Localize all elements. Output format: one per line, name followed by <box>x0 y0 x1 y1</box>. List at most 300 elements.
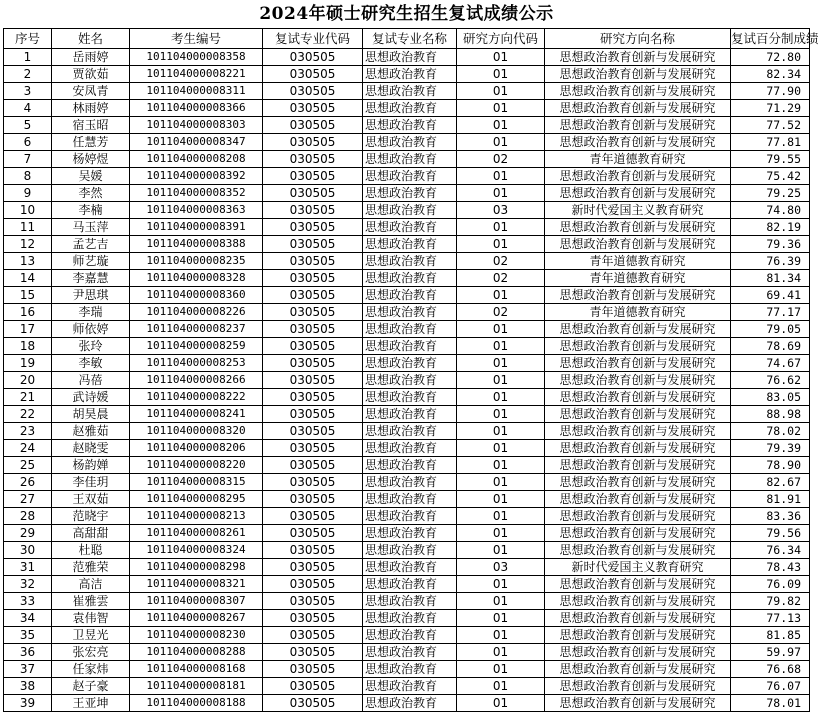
cell-direction-code: 01 <box>457 389 545 406</box>
cell-candidate-id: 101104000008230 <box>130 627 263 644</box>
cell-major-code: 030505 <box>263 253 363 270</box>
cell-direction-name: 思想政治教育创新与发展研究 <box>545 185 731 202</box>
cell-candidate-id: 101104000008222 <box>130 389 263 406</box>
cell-candidate-id: 101104000008221 <box>130 66 263 83</box>
table-row <box>4 151 810 168</box>
cell-direction-name: 思想政治教育创新与发展研究 <box>545 678 731 695</box>
cell-major-code: 030505 <box>263 134 363 151</box>
cell-name: 高洁 <box>52 576 130 593</box>
cell-direction-code: 01 <box>457 117 545 134</box>
cell-index: 23 <box>4 423 52 440</box>
cell-name: 张玲 <box>52 338 130 355</box>
cell-score: 82.67 <box>731 474 810 491</box>
cell-index: 9 <box>4 185 52 202</box>
cell-name: 李敏 <box>52 355 130 372</box>
table-row <box>4 372 810 389</box>
cell-index: 31 <box>4 559 52 576</box>
cell-candidate-id: 101104000008206 <box>130 440 263 457</box>
cell-name: 张宏亮 <box>52 644 130 661</box>
cell-index: 14 <box>4 270 52 287</box>
cell-major-code: 030505 <box>263 236 363 253</box>
cell-direction-code: 01 <box>457 185 545 202</box>
table-row <box>4 627 810 644</box>
cell-direction-code: 02 <box>457 270 545 287</box>
cell-major-name: 思想政治教育 <box>363 236 457 253</box>
cell-score: 69.41 <box>731 287 810 304</box>
cell-direction-code: 01 <box>457 134 545 151</box>
cell-index: 38 <box>4 678 52 695</box>
cell-score: 78.02 <box>731 423 810 440</box>
cell-direction-name: 思想政治教育创新与发展研究 <box>545 627 731 644</box>
cell-major-code: 030505 <box>263 678 363 695</box>
cell-major-code: 030505 <box>263 287 363 304</box>
cell-candidate-id: 101104000008360 <box>130 287 263 304</box>
cell-candidate-id: 101104000008307 <box>130 593 263 610</box>
cell-direction-name: 青年道德教育研究 <box>545 253 731 270</box>
cell-candidate-id: 101104000008181 <box>130 678 263 695</box>
cell-direction-code: 01 <box>457 168 545 185</box>
table-row <box>4 457 810 474</box>
cell-candidate-id: 101104000008220 <box>130 457 263 474</box>
page-title: 2024年硕士研究生招生复试成绩公示 <box>259 4 554 24</box>
cell-major-code: 030505 <box>263 440 363 457</box>
table-row <box>4 576 810 593</box>
cell-name: 李瑞 <box>52 304 130 321</box>
table-header-row <box>4 29 810 49</box>
cell-name: 李佳玥 <box>52 474 130 491</box>
cell-direction-name: 思想政治教育创新与发展研究 <box>545 661 731 678</box>
cell-major-name: 思想政治教育 <box>363 440 457 457</box>
cell-direction-code: 01 <box>457 593 545 610</box>
table-row <box>4 49 810 66</box>
table-row <box>4 389 810 406</box>
cell-candidate-id: 101104000008188 <box>130 695 263 712</box>
cell-direction-name: 思想政治教育创新与发展研究 <box>545 66 731 83</box>
cell-name: 贾欲茹 <box>52 66 130 83</box>
table-row <box>4 321 810 338</box>
cell-direction-code: 01 <box>457 83 545 100</box>
cell-direction-name: 思想政治教育创新与发展研究 <box>545 440 731 457</box>
cell-name: 尹思琪 <box>52 287 130 304</box>
cell-candidate-id: 101104000008237 <box>130 321 263 338</box>
cell-name: 杨韵婵 <box>52 457 130 474</box>
table-row <box>4 644 810 661</box>
cell-index: 15 <box>4 287 52 304</box>
cell-direction-code: 01 <box>457 49 545 66</box>
cell-score: 83.05 <box>731 389 810 406</box>
cell-index: 25 <box>4 457 52 474</box>
table-row <box>4 474 810 491</box>
cell-index: 10 <box>4 202 52 219</box>
cell-index: 13 <box>4 253 52 270</box>
cell-major-name: 思想政治教育 <box>363 372 457 389</box>
table-row <box>4 304 810 321</box>
cell-name: 高甜甜 <box>52 525 130 542</box>
cell-candidate-id: 101104000008226 <box>130 304 263 321</box>
cell-name: 任慧芳 <box>52 134 130 151</box>
cell-major-name: 思想政治教育 <box>363 491 457 508</box>
cell-name: 岳雨婷 <box>52 49 130 66</box>
cell-major-code: 030505 <box>263 610 363 627</box>
cell-name: 卫昱光 <box>52 627 130 644</box>
cell-candidate-id: 101104000008235 <box>130 253 263 270</box>
cell-direction-name: 思想政治教育创新与发展研究 <box>545 134 731 151</box>
table-row <box>4 423 810 440</box>
cell-name: 师艺璇 <box>52 253 130 270</box>
cell-direction-code: 02 <box>457 253 545 270</box>
cell-major-name: 思想政治教育 <box>363 219 457 236</box>
cell-score: 76.39 <box>731 253 810 270</box>
cell-index: 7 <box>4 151 52 168</box>
table-row <box>4 287 810 304</box>
cell-name: 宿玉昭 <box>52 117 130 134</box>
cell-index: 30 <box>4 542 52 559</box>
cell-candidate-id: 101104000008321 <box>130 576 263 593</box>
cell-name: 赵晓雯 <box>52 440 130 457</box>
cell-name: 王亚坤 <box>52 695 130 712</box>
cell-direction-name: 思想政治教育创新与发展研究 <box>545 695 731 712</box>
cell-direction-code: 02 <box>457 304 545 321</box>
table-row <box>4 236 810 253</box>
cell-candidate-id: 101104000008241 <box>130 406 263 423</box>
cell-score: 81.85 <box>731 627 810 644</box>
cell-direction-code: 01 <box>457 661 545 678</box>
cell-direction-name: 思想政治教育创新与发展研究 <box>545 321 731 338</box>
cell-direction-code: 03 <box>457 559 545 576</box>
table-row <box>4 406 810 423</box>
cell-score: 72.80 <box>731 49 810 66</box>
cell-major-name: 思想政治教育 <box>363 202 457 219</box>
cell-score: 74.80 <box>731 202 810 219</box>
cell-major-code: 030505 <box>263 593 363 610</box>
cell-direction-name: 思想政治教育创新与发展研究 <box>545 355 731 372</box>
cell-index: 18 <box>4 338 52 355</box>
table-row <box>4 185 810 202</box>
cell-name: 赵雅茹 <box>52 423 130 440</box>
cell-score: 77.13 <box>731 610 810 627</box>
cell-score: 79.56 <box>731 525 810 542</box>
cell-name: 武诗媛 <box>52 389 130 406</box>
cell-direction-code: 01 <box>457 406 545 423</box>
cell-major-code: 030505 <box>263 270 363 287</box>
table-row <box>4 525 810 542</box>
cell-major-code: 030505 <box>263 219 363 236</box>
cell-score: 82.34 <box>731 66 810 83</box>
cell-candidate-id: 101104000008363 <box>130 202 263 219</box>
cell-major-name: 思想政治教育 <box>363 457 457 474</box>
cell-index: 28 <box>4 508 52 525</box>
cell-candidate-id: 101104000008366 <box>130 100 263 117</box>
cell-major-code: 030505 <box>263 321 363 338</box>
cell-name: 王双茹 <box>52 491 130 508</box>
cell-major-code: 030505 <box>263 644 363 661</box>
cell-candidate-id: 101104000008168 <box>130 661 263 678</box>
cell-direction-name: 思想政治教育创新与发展研究 <box>545 593 731 610</box>
cell-score: 81.34 <box>731 270 810 287</box>
cell-candidate-id: 101104000008315 <box>130 474 263 491</box>
cell-score: 83.36 <box>731 508 810 525</box>
cell-direction-name: 新时代爱国主义教育研究 <box>545 202 731 219</box>
cell-direction-name: 思想政治教育创新与发展研究 <box>545 389 731 406</box>
header-index: 序号 <box>4 29 52 49</box>
cell-name: 袁伟智 <box>52 610 130 627</box>
cell-direction-code: 03 <box>457 202 545 219</box>
cell-major-code: 030505 <box>263 457 363 474</box>
cell-name: 杜聪 <box>52 542 130 559</box>
cell-candidate-id: 101104000008267 <box>130 610 263 627</box>
cell-direction-name: 思想政治教育创新与发展研究 <box>545 576 731 593</box>
cell-direction-name: 思想政治教育创新与发展研究 <box>545 49 731 66</box>
cell-direction-name: 思想政治教育创新与发展研究 <box>545 491 731 508</box>
cell-major-name: 思想政治教育 <box>363 270 457 287</box>
cell-major-name: 思想政治教育 <box>363 83 457 100</box>
table-row <box>4 83 810 100</box>
cell-index: 27 <box>4 491 52 508</box>
header-name: 姓名 <box>52 29 130 49</box>
cell-candidate-id: 101104000008295 <box>130 491 263 508</box>
table-row <box>4 559 810 576</box>
cell-index: 24 <box>4 440 52 457</box>
cell-major-code: 030505 <box>263 168 363 185</box>
cell-score: 78.69 <box>731 338 810 355</box>
cell-major-name: 思想政治教育 <box>363 66 457 83</box>
cell-index: 11 <box>4 219 52 236</box>
cell-score: 78.43 <box>731 559 810 576</box>
cell-index: 37 <box>4 661 52 678</box>
cell-score: 79.05 <box>731 321 810 338</box>
cell-score: 79.25 <box>731 185 810 202</box>
cell-index: 2 <box>4 66 52 83</box>
table-row <box>4 202 810 219</box>
cell-direction-code: 01 <box>457 372 545 389</box>
cell-index: 6 <box>4 134 52 151</box>
cell-score: 77.17 <box>731 304 810 321</box>
table-row <box>4 117 810 134</box>
cell-major-name: 思想政治教育 <box>363 576 457 593</box>
cell-index: 32 <box>4 576 52 593</box>
cell-major-code: 030505 <box>263 406 363 423</box>
results-table <box>3 28 819 712</box>
cell-direction-name: 思想政治教育创新与发展研究 <box>545 168 731 185</box>
cell-direction-name: 思想政治教育创新与发展研究 <box>545 525 731 542</box>
cell-major-name: 思想政治教育 <box>363 423 457 440</box>
cell-candidate-id: 101104000008259 <box>130 338 263 355</box>
cell-major-name: 思想政治教育 <box>363 253 457 270</box>
table-row <box>4 338 810 355</box>
cell-index: 20 <box>4 372 52 389</box>
table-body <box>4 49 810 712</box>
cell-major-name: 思想政治教育 <box>363 134 457 151</box>
cell-direction-code: 01 <box>457 100 545 117</box>
cell-candidate-id: 101104000008388 <box>130 236 263 253</box>
cell-index: 8 <box>4 168 52 185</box>
cell-direction-name: 思想政治教育创新与发展研究 <box>545 423 731 440</box>
cell-name: 师依婷 <box>52 321 130 338</box>
cell-index: 21 <box>4 389 52 406</box>
cell-direction-name: 思想政治教育创新与发展研究 <box>545 508 731 525</box>
table-row <box>4 491 810 508</box>
cell-major-name: 思想政治教育 <box>363 151 457 168</box>
cell-major-name: 思想政治教育 <box>363 100 457 117</box>
header-direction-code: 研究方向代码 <box>457 29 545 49</box>
cell-index: 19 <box>4 355 52 372</box>
cell-candidate-id: 101104000008266 <box>130 372 263 389</box>
cell-major-code: 030505 <box>263 389 363 406</box>
header-major-name: 复试专业名称 <box>363 29 457 49</box>
cell-name: 李嘉慧 <box>52 270 130 287</box>
cell-major-name: 思想政治教育 <box>363 304 457 321</box>
cell-candidate-id: 101104000008324 <box>130 542 263 559</box>
cell-direction-name: 思想政治教育创新与发展研究 <box>545 236 731 253</box>
cell-major-name: 思想政治教育 <box>363 117 457 134</box>
cell-direction-name: 思想政治教育创新与发展研究 <box>545 219 731 236</box>
cell-index: 5 <box>4 117 52 134</box>
cell-direction-code: 01 <box>457 508 545 525</box>
cell-major-name: 思想政治教育 <box>363 627 457 644</box>
cell-direction-name: 青年道德教育研究 <box>545 151 731 168</box>
cell-major-name: 思想政治教育 <box>363 474 457 491</box>
cell-direction-code: 01 <box>457 525 545 542</box>
cell-direction-name: 思想政治教育创新与发展研究 <box>545 100 731 117</box>
cell-index: 34 <box>4 610 52 627</box>
cell-direction-name: 思想政治教育创新与发展研究 <box>545 610 731 627</box>
cell-candidate-id: 101104000008392 <box>130 168 263 185</box>
cell-major-code: 030505 <box>263 100 363 117</box>
cell-index: 16 <box>4 304 52 321</box>
cell-major-code: 030505 <box>263 83 363 100</box>
cell-major-name: 思想政治教育 <box>363 525 457 542</box>
cell-name: 马玉萍 <box>52 219 130 236</box>
cell-index: 35 <box>4 627 52 644</box>
cell-direction-code: 01 <box>457 695 545 712</box>
cell-name: 任家炜 <box>52 661 130 678</box>
cell-index: 17 <box>4 321 52 338</box>
cell-candidate-id: 101104000008347 <box>130 134 263 151</box>
cell-direction-code: 01 <box>457 236 545 253</box>
cell-major-code: 030505 <box>263 304 363 321</box>
cell-candidate-id: 101104000008253 <box>130 355 263 372</box>
cell-major-code: 030505 <box>263 661 363 678</box>
cell-direction-code: 01 <box>457 610 545 627</box>
cell-name: 林雨婷 <box>52 100 130 117</box>
cell-score: 88.98 <box>731 406 810 423</box>
cell-score: 76.09 <box>731 576 810 593</box>
cell-candidate-id: 101104000008328 <box>130 270 263 287</box>
cell-score: 77.52 <box>731 117 810 134</box>
cell-name: 杨婷煜 <box>52 151 130 168</box>
cell-major-code: 030505 <box>263 117 363 134</box>
cell-index: 12 <box>4 236 52 253</box>
table-row <box>4 508 810 525</box>
cell-direction-code: 01 <box>457 678 545 695</box>
header-candidate-id: 考生编号 <box>130 29 263 49</box>
cell-major-name: 思想政治教育 <box>363 661 457 678</box>
cell-score: 76.68 <box>731 661 810 678</box>
cell-name: 安凤青 <box>52 83 130 100</box>
cell-score: 76.62 <box>731 372 810 389</box>
cell-major-name: 思想政治教育 <box>363 593 457 610</box>
table-row <box>4 168 810 185</box>
cell-candidate-id: 101104000008352 <box>130 185 263 202</box>
cell-direction-code: 01 <box>457 287 545 304</box>
cell-score: 74.67 <box>731 355 810 372</box>
cell-direction-name: 思想政治教育创新与发展研究 <box>545 457 731 474</box>
table-row <box>4 355 810 372</box>
cell-index: 29 <box>4 525 52 542</box>
cell-major-name: 思想政治教育 <box>363 406 457 423</box>
cell-major-name: 思想政治教育 <box>363 542 457 559</box>
cell-score: 79.39 <box>731 440 810 457</box>
table-row <box>4 270 810 287</box>
table-row <box>4 542 810 559</box>
table-row <box>4 610 810 627</box>
cell-name: 吴媛 <box>52 168 130 185</box>
cell-major-code: 030505 <box>263 542 363 559</box>
cell-major-code: 030505 <box>263 338 363 355</box>
cell-major-name: 思想政治教育 <box>363 644 457 661</box>
cell-major-code: 030505 <box>263 423 363 440</box>
cell-direction-code: 01 <box>457 644 545 661</box>
cell-name: 李楠 <box>52 202 130 219</box>
cell-index: 36 <box>4 644 52 661</box>
cell-direction-name: 青年道德教育研究 <box>545 270 731 287</box>
cell-score: 79.82 <box>731 593 810 610</box>
cell-direction-name: 思想政治教育创新与发展研究 <box>545 117 731 134</box>
cell-direction-name: 思想政治教育创新与发展研究 <box>545 474 731 491</box>
header-major-code: 复试专业代码 <box>263 29 363 49</box>
header-direction-name: 研究方向名称 <box>545 29 731 49</box>
cell-candidate-id: 101104000008311 <box>130 83 263 100</box>
table-row <box>4 593 810 610</box>
cell-name: 李然 <box>52 185 130 202</box>
cell-major-code: 030505 <box>263 474 363 491</box>
cell-major-name: 思想政治教育 <box>363 678 457 695</box>
cell-major-name: 思想政治教育 <box>363 508 457 525</box>
cell-index: 26 <box>4 474 52 491</box>
header-score: 复试百分制成绩 <box>731 29 810 49</box>
cell-direction-name: 思想政治教育创新与发展研究 <box>545 338 731 355</box>
cell-major-code: 030505 <box>263 202 363 219</box>
cell-index: 22 <box>4 406 52 423</box>
cell-direction-name: 思想政治教育创新与发展研究 <box>545 372 731 389</box>
cell-major-name: 思想政治教育 <box>363 49 457 66</box>
cell-direction-code: 01 <box>457 491 545 508</box>
cell-major-code: 030505 <box>263 525 363 542</box>
table-row <box>4 66 810 83</box>
cell-index: 3 <box>4 83 52 100</box>
cell-direction-name: 思想政治教育创新与发展研究 <box>545 542 731 559</box>
cell-direction-code: 01 <box>457 542 545 559</box>
cell-name: 崔雅雲 <box>52 593 130 610</box>
cell-major-code: 030505 <box>263 576 363 593</box>
cell-name: 孟艺吉 <box>52 236 130 253</box>
cell-direction-code: 01 <box>457 219 545 236</box>
cell-name: 范雅荣 <box>52 559 130 576</box>
cell-score: 76.07 <box>731 678 810 695</box>
cell-major-name: 思想政治教育 <box>363 695 457 712</box>
cell-major-code: 030505 <box>263 559 363 576</box>
table-row <box>4 440 810 457</box>
cell-score: 82.19 <box>731 219 810 236</box>
cell-major-name: 思想政治教育 <box>363 338 457 355</box>
cell-direction-code: 01 <box>457 576 545 593</box>
cell-major-code: 030505 <box>263 185 363 202</box>
cell-index: 33 <box>4 593 52 610</box>
cell-score: 71.29 <box>731 100 810 117</box>
cell-index: 4 <box>4 100 52 117</box>
table-row <box>4 678 810 695</box>
cell-major-name: 思想政治教育 <box>363 287 457 304</box>
